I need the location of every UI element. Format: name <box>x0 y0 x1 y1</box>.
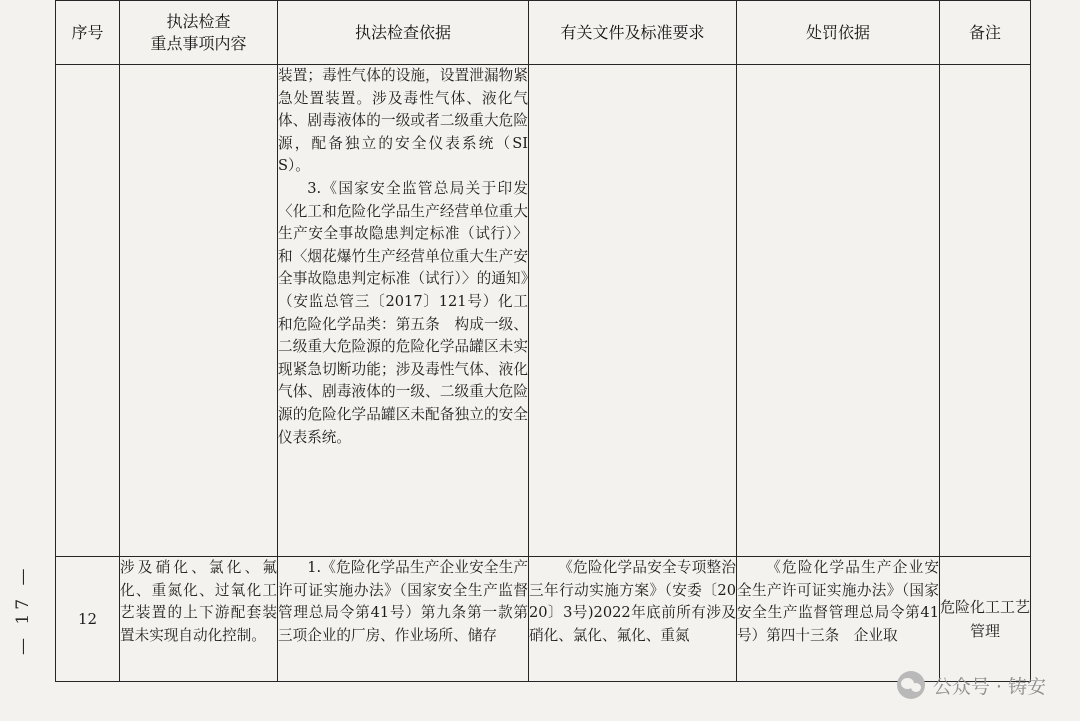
header-seq: 序号 <box>56 1 120 65</box>
watermark-text: 公众号 · 铸安 <box>932 675 1046 698</box>
inspection-table <box>55 0 1031 682</box>
cell-item-12: 涉及硝化、氯化、氟化、重氮化、过氧化工艺装置的上下游配套装置未实现自动化控制。 <box>120 557 278 682</box>
header-item-line2: 重点事项内容 <box>150 33 247 53</box>
header-basis: 执法检查依据 <box>278 1 529 65</box>
cell-standards-empty <box>529 65 737 557</box>
watermark <box>897 671 1046 699</box>
cell-basis-continued <box>278 65 529 557</box>
cell-note-empty <box>940 65 1031 557</box>
cell-basis-12: 1.《危险化学品生产企业安全生产许可证实施办法》（国家安全生产监督管理总局令第41号）第九条第一款第三项企业的厂房、作业场所、储存 <box>278 557 529 682</box>
cell-penalty-12: 《危险化学品生产企业安全生产许可证实施办法》（国家安全生产监督管理总局令第41号）第四十三条 企业取 <box>737 557 940 682</box>
basis-paragraph-2: 3.《国家安全监管总局关于印发〈化工和危险化学品生产经营单位重大生产安全事故隐患判定标准（试行）〉和〈烟花爆竹生产经营单位重大生产安全事故隐患判定标准（试行）〉的通知》（安监总管三〔2017〕121号）化工和危险化学品类：第五条 构成一级、二级重大危险源的危险化学品罐区未实现紧急切断功能；涉及毒性气体、液化气体、剧毒液体的一级、二级重大危险源的危险化学品罐区未配备独立的安全仪表系统。 <box>278 179 528 446</box>
cell-standards-12: 《危险化学品安全专项整治三年行动实施方案》（安委〔2020〕3号)2022年底前所有涉及硝化、氯化、氟化、重氮 <box>529 557 737 682</box>
cell-seq-12: 12 <box>56 557 120 682</box>
header-standards: 有关文件及标准要求 <box>529 1 737 65</box>
cell-note-12: 危险化工工艺管理 <box>940 557 1031 682</box>
header-item-line1: 执法检查 <box>166 11 231 31</box>
header-note: 备注 <box>940 1 1031 65</box>
cell-item-empty <box>120 65 278 557</box>
table-row-continued <box>56 65 1031 557</box>
wechat-logo-icon <box>897 671 925 699</box>
page-number: — 17 — <box>13 564 33 656</box>
header-item <box>120 1 278 65</box>
table-row-12 <box>56 557 1031 682</box>
header-penalty: 处罚依据 <box>737 1 940 65</box>
cell-seq-empty <box>56 65 120 557</box>
basis-paragraph-1: 装置；毒性气体的设施，设置泄漏物紧急处置装置。涉及毒性气体、液化气体、剧毒液体的一级或者二级重大危险源，配备独立的安全仪表系统（SIS）。 <box>278 67 528 175</box>
cell-penalty-empty <box>737 65 940 557</box>
table-header-row <box>56 1 1031 65</box>
